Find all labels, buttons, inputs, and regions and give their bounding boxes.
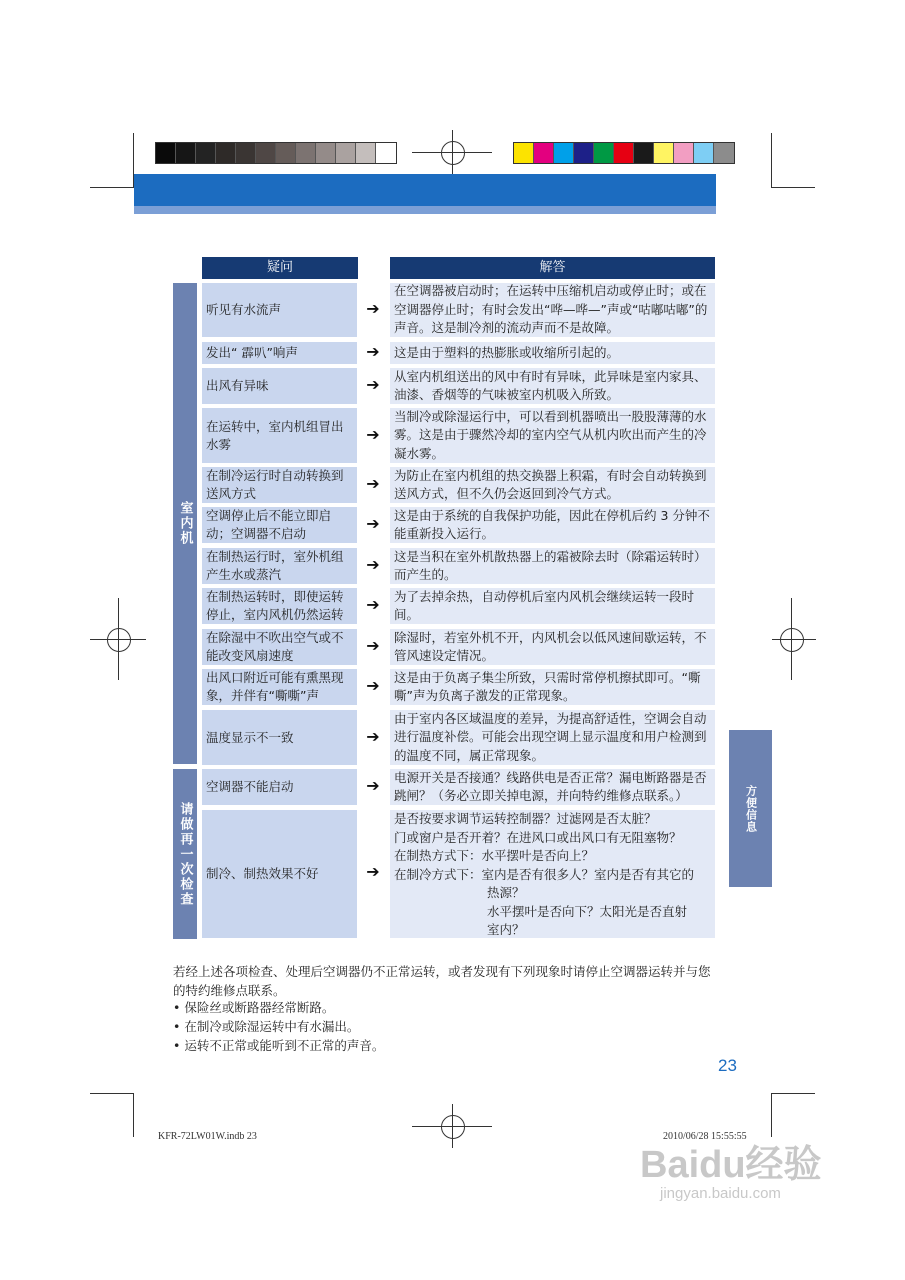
arrow-right-icon: ➔ (366, 636, 380, 655)
process-color-bar (513, 142, 735, 164)
color-swatch (554, 143, 574, 163)
arrow-right-icon: ➔ (366, 424, 380, 444)
crop-mark (771, 1093, 815, 1094)
note-bullet: • 在制冷或除湿运转中有水漏出。 (173, 1019, 360, 1034)
crop-mark (771, 133, 772, 187)
answer-cell: 这是由于塑料的热膨胀或收缩所引起的。 (390, 342, 715, 364)
category-indoor-unit: 室内机 (173, 283, 197, 764)
answer-cell: 由于室内各区域温度的差异，为提高舒适性，空调会自动进行温度补偿。可能会出现空调上显示温度和用户检测到的温度不同，属正常现象。 (390, 710, 715, 765)
header-band-stripe (134, 206, 716, 214)
color-swatch (336, 143, 356, 163)
arrow-right-icon: ➔ (366, 514, 380, 533)
color-swatch (376, 143, 396, 163)
color-swatch (216, 143, 236, 163)
crop-mark (133, 1093, 134, 1137)
answer-cell: 为了去掉余热，自动停机后室内风机会继续运转一段时间。 (390, 588, 715, 624)
color-swatch (156, 143, 176, 163)
side-tab-convenience-info: 方便信息 (729, 730, 772, 887)
color-swatch (256, 143, 276, 163)
color-swatch (296, 143, 316, 163)
question-cell: 空调器不能启动 (202, 769, 357, 805)
color-swatch (534, 143, 554, 163)
color-swatch (594, 143, 614, 163)
crop-mark (771, 187, 815, 188)
watermark-brand: Baidu经验 (640, 1144, 822, 1186)
answer-cell: 在空调器被启动时；在运转中压缩机启动或停止时；或在空调器停止时；有时会发出“哗—哗—”声或“咕嘟咕嘟”的声音。这是制冷剂的流动声而不是故障。 (390, 283, 715, 337)
color-swatch (316, 143, 336, 163)
question-cell: 制冷、制热效果不好 (202, 810, 357, 938)
arrow-right-icon: ➔ (366, 726, 380, 746)
color-swatch (694, 143, 714, 163)
arrow-right-icon: ➔ (366, 299, 380, 318)
baidu-watermark (640, 1145, 822, 1202)
crop-mark (771, 1093, 772, 1137)
question-cell: 在制热运行时，室外机组产生水或蒸汽 (202, 548, 357, 584)
answer-cell: 电源开关是否接通？线路供电是否正常？漏电断路器是否跳闸？（务必立即关掉电源，并向特约维修点联系。） (390, 769, 715, 805)
arrow-right-icon: ➔ (366, 862, 380, 881)
color-swatch (236, 143, 256, 163)
slug-filename: KFR-72LW01W.indb 23 (158, 1131, 257, 1142)
checklist-line: 在制冷方式下：室内是否有很多人？室内是否有其它的 (394, 866, 695, 882)
checklist-line: 是否按要求调节运转控制器？过滤网是否太脏？ (394, 811, 657, 826)
header-band (134, 174, 716, 206)
answer-column-header: 解答 (390, 257, 715, 279)
arrow-right-icon: ➔ (366, 474, 380, 493)
answer-cell: 这是当积在室外机散热器上的霜被除去时（除霜运转时）而产生的。 (390, 548, 715, 584)
color-swatch (276, 143, 296, 163)
answer-cell: 这是由于系统的自我保护功能，因此在停机后约 3 分钟不能重新投入运行。 (390, 507, 715, 543)
question-cell: 出风口附近可能有熏黑现象，并伴有“嘶嘶”声 (202, 669, 357, 705)
answer-cell: 从室内机组送出的风中有时有异味，此异味是室内家具、油漆、香烟等的气味被室内机吸入所致。 (390, 368, 715, 404)
checklist-line: 水平摆叶是否向下？太阳光是否直射 (487, 903, 688, 919)
question-cell: 在制热运转时，即使运转停止，室内风机仍然运转 (202, 588, 357, 624)
question-cell: 空调停止后不能立即启动；空调器不启动 (202, 507, 357, 543)
question-cell: 出风有异味 (202, 368, 357, 404)
question-column-header: 疑问 (202, 257, 358, 279)
slug-timestamp: 2010/06/28 15:55:55 (663, 1131, 747, 1142)
answer-cell: 这是由于负离子集尘所致，只需时常停机擦拭即可。“嘶嘶”声为负离子激发的正常现象。 (390, 669, 715, 705)
question-cell: 发出“ 霹叭”响声 (202, 342, 357, 364)
color-swatch (674, 143, 694, 163)
arrow-right-icon: ➔ (366, 555, 380, 574)
answer-cell: 除湿时，若室外机不开，内风机会以低风速间歇运转，不管风速设定情况。 (390, 629, 715, 665)
color-swatch (614, 143, 634, 163)
arrow-right-icon: ➔ (366, 676, 380, 695)
watermark-url: jingyan.baidu.com (660, 1185, 781, 1202)
note-bullet: • 保险丝或断路器经常断路。 (173, 1000, 335, 1015)
color-swatch (574, 143, 594, 163)
question-cell: 在运转中，室内机组冒出水雾 (202, 408, 357, 463)
note-intro: 若经上述各项检查、处理后空调器仍不正常运转，或者发现有下列现象时请停止空调器运转并与您的特约维修点联系。 (173, 964, 711, 998)
arrow-right-icon: ➔ (366, 375, 380, 394)
color-swatch (714, 143, 734, 163)
arrow-right-icon: ➔ (366, 595, 380, 614)
checklist-line: 门或窗户是否开着？在进风口或出风口有无阻塞物？ (394, 829, 682, 845)
answer-cell-checklist (390, 810, 715, 938)
page-number: 23 (718, 1056, 737, 1075)
checklist-line: 室内？ (487, 922, 525, 937)
question-cell: 听见有水流声 (202, 283, 357, 337)
grayscale-color-bar (155, 142, 397, 164)
color-swatch (654, 143, 674, 163)
arrow-right-icon: ➔ (366, 342, 380, 361)
crop-mark (90, 187, 134, 188)
category-recheck: 请做再一次检查 (173, 769, 197, 939)
checklist-line: 在制热方式下：水平摆叶是否向上？ (394, 848, 595, 863)
crop-mark (90, 1093, 134, 1094)
arrow-right-icon: ➔ (366, 776, 380, 795)
question-cell: 在制冷运行时自动转换到送风方式 (202, 467, 357, 503)
color-swatch (196, 143, 216, 163)
note-bullet: • 运转不正常或能听到不正常的声音。 (173, 1038, 385, 1053)
answer-cell: 为防止在室内机组的热交换器上积霜，有时会自动转换到送风方式，但不久仍会返回到冷气方式。 (390, 467, 715, 503)
answer-cell: 当制冷或除湿运行中，可以看到机器喷出一股股薄薄的水雾。这是由于骤然冷却的室内空气从机内吹出而产生的冷凝水雾。 (390, 408, 715, 463)
color-swatch (634, 143, 654, 163)
color-swatch (356, 143, 376, 163)
checklist-line: 热源？ (487, 885, 525, 900)
question-cell: 温度显示不一致 (202, 710, 357, 765)
color-swatch (514, 143, 534, 163)
question-cell: 在除湿中不吹出空气或不能改变风扇速度 (202, 629, 357, 665)
color-swatch (176, 143, 196, 163)
